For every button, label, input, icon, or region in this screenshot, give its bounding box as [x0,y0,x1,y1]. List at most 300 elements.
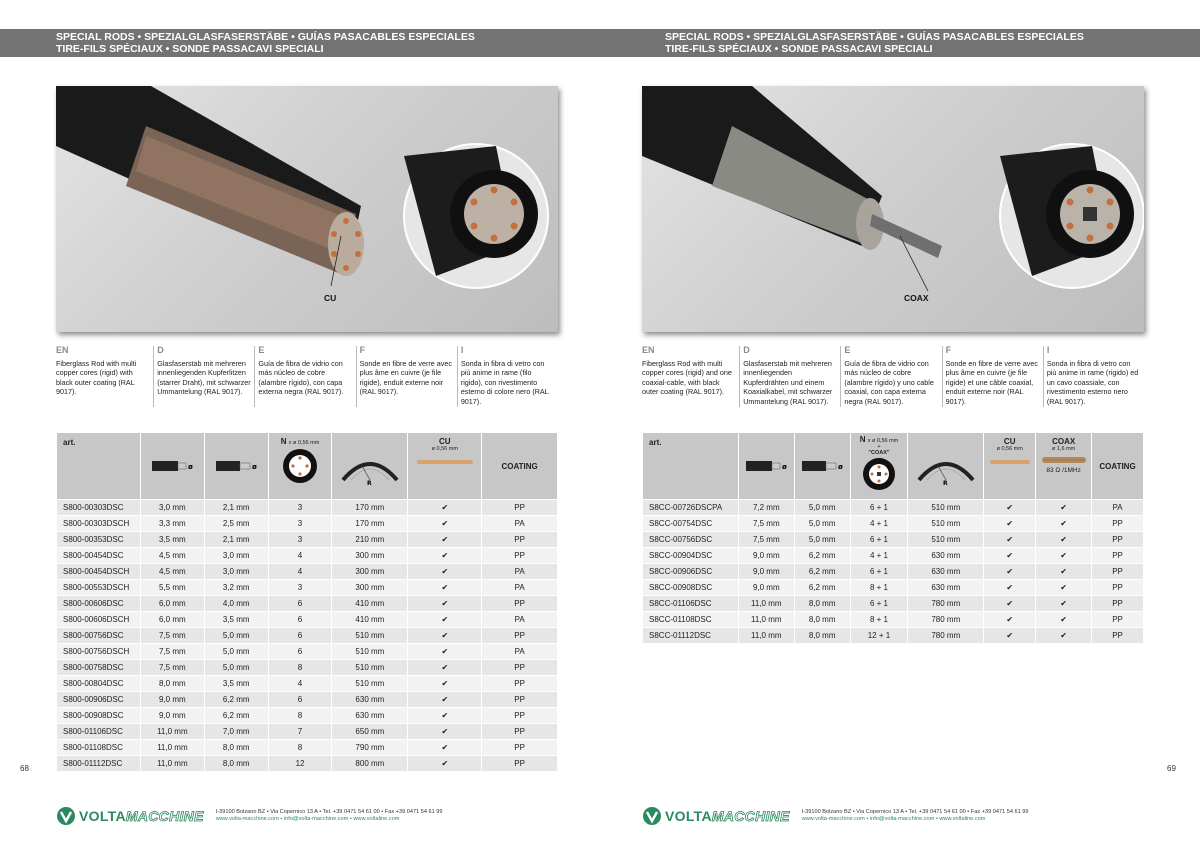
address-line: I-39100 Bolzano BZ • Via Copernico 13 A • Tel. +39 0471 54 61 00 • Fax +39 0471 54 61 99 [801,808,1029,815]
bend-radius-icon [913,446,979,486]
table-cell: PP [482,692,558,708]
table-cell: 8,0 mm [140,676,204,692]
header-coating: COATING [1099,461,1136,471]
col-header-coating [482,433,558,500]
brand-logo [56,806,204,826]
table-cell: ✔ [1036,612,1092,628]
table-cell: PP [482,756,558,772]
article-code: S800-01112DSC [57,756,141,772]
desc-en [642,346,739,407]
table-cell: 8,0 mm [204,756,268,772]
header-n-sub: x ø 0,56 mm [867,438,899,444]
table-cell: 6,0 mm [140,612,204,628]
table-cell: 7,5 mm [140,644,204,660]
web-line: www.volta-macchine.com • info@volta-macchine.com • www.voltaline.com [215,816,400,822]
table-cell: 12 + 1 [850,628,908,644]
table-cell: PP [1092,532,1144,548]
table-row [57,516,558,532]
table-cell: 4 + 1 [850,516,908,532]
table-cell: PA [482,564,558,580]
table-row [57,564,558,580]
col-header-art: art. [643,433,739,500]
table-cell: 510 mm [332,644,408,660]
table-cell: 510 mm [908,516,984,532]
coax-cable-icon [1040,456,1088,464]
article-code: S800-00906DSC [57,692,141,708]
table-cell: ✔ [408,708,482,724]
table-cell: PP [1092,564,1144,580]
table-cell: 7,5 mm [738,516,794,532]
col-header-cu [984,433,1036,500]
table-cell: ✔ [408,628,482,644]
col-header-coax [1036,433,1092,500]
desc-e [254,346,355,407]
table-cell: 300 mm [332,564,408,580]
page-right [600,0,1200,848]
description-columns [56,346,558,407]
table-cell: PP [482,724,558,740]
table-cell: PP [482,596,558,612]
volta-logo-icon [642,806,662,826]
table-cell: 3,2 mm [204,580,268,596]
table-cell: 2,1 mm [204,500,268,516]
table-cell: 6 [268,612,332,628]
table-cell: 510 mm [908,500,984,516]
logo-main: VOLTA [665,808,712,824]
article-code: S8CC-00906DSC [643,564,739,580]
logo-sub: MACCHINE [125,808,204,824]
table-cell: ✔ [408,548,482,564]
table-cell: 3 [268,500,332,516]
table-cell: 6,0 mm [140,596,204,612]
article-code: S800-01108DSC [57,740,141,756]
article-code: S800-00303DSC [57,500,141,516]
product-table-coax [642,432,1144,644]
article-code: S800-00454DSCH [57,564,141,580]
table-cell: ✔ [408,660,482,676]
table-cell: ✔ [984,548,1036,564]
desc-text: Glasfaserstab mit mehreren innenliegenden Kupferdrähten und einem Koaxialkabel, mit schwarzer Ummantelung (RAL 9017). [743,358,833,406]
desc-text: Sonde en fibre de verre avec plus âme en cuivre (je file rigide), enduit externe noir (RAL 9017). [359,358,452,397]
table-row [643,596,1144,612]
table-cell: 800 mm [332,756,408,772]
table-cell: 7,5 mm [140,660,204,676]
header-n-sub: x ø 0,56 mm [288,440,320,446]
table-row [643,564,1144,580]
table-cell: PP [482,740,558,756]
header-n: N [859,435,866,444]
table-cell: PP [1092,612,1144,628]
table-cell: 3,3 mm [140,516,204,532]
desc-d [739,346,840,407]
article-code: S800-00606DSCH [57,612,141,628]
desc-en [56,346,153,407]
page-number: 69 [1167,764,1176,773]
svg-text:ø: ø [782,463,788,471]
lang-code: D [157,345,164,355]
table-cell: 510 mm [332,660,408,676]
table-cell: 7,0 mm [204,724,268,740]
table-cell: ✔ [984,564,1036,580]
brand-logo [642,806,790,826]
footer [56,802,443,830]
header-cu-sub: ø 0,56 mm [431,446,458,452]
table-body [643,500,1144,644]
header-coax: COAX [1052,437,1076,446]
table-cell: 11,0 mm [140,740,204,756]
article-code: S800-01106DSC [57,724,141,740]
header-n-coax: "COAX" [868,450,890,456]
table-cell: 8 [268,740,332,756]
footer [642,802,1029,830]
photo-label: CU [324,293,337,303]
desc-f [356,346,457,407]
table-cell: 6,2 mm [794,564,850,580]
table-cell: 650 mm [332,724,408,740]
table-row [57,596,558,612]
table-cell: 6 + 1 [850,500,908,516]
table-cell: ✔ [408,500,482,516]
desc-text: Guía de fibra de vidrio con más núcleo de cobre (alambre rígido), con capa externa negra (RAL 9017). [258,358,344,397]
table-row [57,692,558,708]
desc-i [457,346,558,407]
table-cell: 3 [268,532,332,548]
article-code: S800-00756DSC [57,628,141,644]
lang-code: F [359,345,366,355]
lang-code: F [945,345,952,355]
table-cell: 6,2 mm [794,580,850,596]
table-row [643,628,1144,644]
table-cell: PP [1092,516,1144,532]
lang-code: EN [56,345,69,355]
table-cell: 6 + 1 [850,596,908,612]
desc-text: Sonde en fibre de verre avec plus âme en cuivre (je file rigide) et une câble coaxial, enduit externe noir (RAL 9017). [945,358,1038,406]
address-line: I-39100 Bolzano BZ • Via Copernico 13 A • Tel. +39 0471 54 61 00 • Fax +39 0471 54 61 99 [215,808,443,815]
table-cell: 4,0 mm [204,596,268,612]
table-row [57,644,558,660]
address-block [216,809,443,824]
table-cell: ✔ [1036,596,1092,612]
table-cell: 8 + 1 [850,580,908,596]
table-cell: ✔ [408,596,482,612]
table-cell: 780 mm [908,612,984,628]
table-cell: 510 mm [332,628,408,644]
table-cell: PA [1092,500,1144,516]
table-row [57,548,558,564]
cross-section-icon [280,446,320,486]
web-line: www.volta-macchine.com • info@volta-macchine.com • www.voltaline.com [801,816,986,822]
article-code: S8CC-01106DSC [643,596,739,612]
table-cell: 170 mm [332,516,408,532]
col-header-inner-diameter [204,433,268,500]
table-cell: PP [482,532,558,548]
table-cell: 9,0 mm [140,692,204,708]
table-cell: PA [482,580,558,596]
table-row [57,660,558,676]
desc-text: Fiberglass Rod with multi copper cores (rigid) and one coaxial-cable, with black outer coating (RAL 9017). [642,358,732,397]
col-header-art: art. [57,433,141,500]
desc-text: Sonda in fibra di vetro con più anime in rame (filo rigido), con rivestimento esterno di colore nero (RAL 9017). [460,358,549,406]
table-cell: 3,5 mm [204,612,268,628]
header-line-2: TIRE-FILS SPÉCIAUX • SONDE PASSACAVI SPECIALI [665,43,933,55]
table-cell: 510 mm [332,676,408,692]
header-line-1: SPECIAL RODS • SPEZIALGLASFASERSTÄBE • GUÍAS PASACABLES ESPECIALES [56,31,475,43]
table-cell: 7,5 mm [738,532,794,548]
cross-section-icon [861,456,897,492]
table-cell: ✔ [408,516,482,532]
table-cell: ✔ [408,724,482,740]
table-cell: 4 [268,676,332,692]
table-row [643,612,1144,628]
table-cell: ✔ [1036,500,1092,516]
table-row [57,708,558,724]
article-code: S8CC-00908DSC [643,580,739,596]
table-cell: PP [482,628,558,644]
table-cell: 8,0 mm [794,596,850,612]
table-cell: 8,0 mm [794,628,850,644]
table-cell: 5,0 mm [204,660,268,676]
table-cell: 3,0 mm [140,500,204,516]
description-columns [642,346,1144,407]
photo-label: COAX [904,293,929,303]
table-cell: 8 [268,708,332,724]
header-cu: CU [439,437,451,446]
table-cell: 3 [268,580,332,596]
table-cell: 6 [268,692,332,708]
logo-sub: MACCHINE [711,808,790,824]
table-cell: 6,2 mm [204,708,268,724]
logo-main: VOLTA [79,808,126,824]
table-row [643,516,1144,532]
table-cell: PA [482,612,558,628]
table-cell: PA [482,516,558,532]
table-cell: ✔ [408,676,482,692]
bend-radius-icon [337,446,403,486]
table-cell: 5,5 mm [140,580,204,596]
desc-text: Fiberglass Rod with multi copper cores (rigid) with black outer coating (RAL 9017). [56,358,137,397]
table-cell: ✔ [1036,548,1092,564]
table-cell: 4 [268,564,332,580]
table-cell: 11,0 mm [738,628,794,644]
copper-wire-icon [415,458,475,466]
table-cell: ✔ [408,756,482,772]
rod-outer-diameter-icon [150,456,194,476]
lang-code: I [460,345,464,355]
table-cell: 780 mm [908,596,984,612]
header-n-plus: + [877,444,881,450]
desc-text: Glasfaserstab mit mehreren innenliegenden Kupferlitzen (starrer Draht), mit schwarzer Ummantelung (RAL 9017). [157,358,251,397]
col-header-cu [408,433,482,500]
table-cell: ✔ [408,612,482,628]
table-cell: 9,0 mm [140,708,204,724]
table-cell: 210 mm [332,532,408,548]
article-code: S8CC-00756DSC [643,532,739,548]
article-code: S8CC-01112DSC [643,628,739,644]
table-row [643,500,1144,516]
article-code: S800-00804DSC [57,676,141,692]
table-cell: 11,0 mm [738,612,794,628]
rod-illustration [56,86,558,332]
article-code: S800-00606DSC [57,596,141,612]
table-cell: 11,0 mm [140,756,204,772]
product-table-cu [56,432,558,772]
table-cell: 790 mm [332,740,408,756]
table-cell: 6,2 mm [794,548,850,564]
table-cell: 9,0 mm [738,548,794,564]
lang-code: EN [642,345,655,355]
table-cell: 5,0 mm [794,500,850,516]
table-cell: 4,5 mm [140,564,204,580]
table-cell: ✔ [1036,516,1092,532]
table-cell: ✔ [408,692,482,708]
desc-d [153,346,254,407]
table-cell: 5,0 mm [204,644,268,660]
table-row [643,548,1144,564]
svg-text:ø: ø [838,463,843,471]
table-cell: 6 + 1 [850,532,908,548]
table-cell: 8 [268,660,332,676]
table-cell: 6,2 mm [204,692,268,708]
article-code: S800-00908DSC [57,708,141,724]
table-cell: 3,0 mm [204,548,268,564]
table-cell: 9,0 mm [738,564,794,580]
table-cell: ✔ [984,628,1036,644]
col-header-radius [908,433,984,500]
table-cell: 8 + 1 [850,612,908,628]
rod-inner-diameter-icon [800,456,844,476]
table-cell: ✔ [984,516,1036,532]
table-cell: ✔ [408,532,482,548]
table-cell: PP [482,660,558,676]
table-cell: 12 [268,756,332,772]
radius-label: R [366,480,372,486]
table-cell: 6 [268,628,332,644]
col-header-inner-diameter [794,433,850,500]
table-cell: ✔ [1036,628,1092,644]
article-code: S800-00758DSC [57,660,141,676]
lang-code: E [258,345,265,355]
table-cell: ✔ [1036,564,1092,580]
desc-f [942,346,1043,407]
table-cell: 410 mm [332,596,408,612]
table-cell: 4 + 1 [850,548,908,564]
desc-text: Guía de fibra de vidrio con más núcleo de cobre (alambre rígido) y uno cable coaxial, con capa externa negra (RAL 9017). [844,358,934,406]
article-code: S800-00353DSC [57,532,141,548]
table-cell: ✔ [408,564,482,580]
table-row [57,628,558,644]
table-cell: 6 [268,644,332,660]
table-cell: 5,0 mm [794,532,850,548]
table-cell: 7,2 mm [738,500,794,516]
header-coax-impedance: 83 Ω /1MHz [1046,467,1081,474]
table-cell: 8,0 mm [794,612,850,628]
col-header-cores [850,433,908,500]
table-cell: ✔ [408,740,482,756]
table-cell: ✔ [984,612,1036,628]
article-code: S8CC-00726DSCPA [643,500,739,516]
table-cell: 11,0 mm [140,724,204,740]
col-header-coating [1092,433,1144,500]
table-cell: PP [1092,596,1144,612]
address-block [802,809,1029,824]
article-code: S800-00553DSCH [57,580,141,596]
table-cell: PP [1092,628,1144,644]
table-cell: 780 mm [908,628,984,644]
table-cell: 3,5 mm [204,676,268,692]
header-line-2: TIRE-FILS SPÉCIAUX • SONDE PASSACAVI SPECIALI [56,43,324,55]
table-row [643,580,1144,596]
table-cell: 3 [268,516,332,532]
table-cell: 630 mm [908,564,984,580]
copper-wire-icon [988,458,1032,466]
table-cell: 7,5 mm [140,628,204,644]
svg-text:ø: ø [252,463,257,471]
article-code: S8CC-00754DSC [643,516,739,532]
col-header-outer-diameter [738,433,794,500]
table-cell: 170 mm [332,500,408,516]
table-cell: 2,5 mm [204,516,268,532]
article-code: S800-00303DSCH [57,516,141,532]
table-cell: PP [482,500,558,516]
table-cell: PP [482,676,558,692]
table-cell: PP [482,708,558,724]
article-code: S800-00756DSCH [57,644,141,660]
table-cell: 8,0 mm [204,740,268,756]
header-coax-sub: ø 1,6 mm [1052,446,1076,452]
table-cell: 4,5 mm [140,548,204,564]
radius-label: R [942,480,948,486]
table-cell: 6 + 1 [850,564,908,580]
table-body [57,500,558,772]
lang-code: I [1046,345,1050,355]
col-header-outer-diameter [140,433,204,500]
page-number: 68 [20,764,29,773]
lang-code: E [844,345,851,355]
table-row [57,740,558,756]
table-cell: 630 mm [332,708,408,724]
table-cell: PP [1092,580,1144,596]
table-cell: ✔ [984,580,1036,596]
table-row [57,500,558,516]
col-header-cores [268,433,332,500]
table-cell: 5,0 mm [204,628,268,644]
table-row [57,756,558,772]
table-cell: 630 mm [332,692,408,708]
col-header-radius [332,433,408,500]
table-cell: 9,0 mm [738,580,794,596]
page-header [600,29,1200,57]
volta-logo-icon [56,806,76,826]
table-cell: 7 [268,724,332,740]
table-cell: 300 mm [332,548,408,564]
svg-text:ø: ø [188,463,194,471]
table-cell: 6 [268,596,332,612]
table-cell: PP [482,548,558,564]
header-line-1: SPECIAL RODS • SPEZIALGLASFASERSTÄBE • GUÍAS PASACABLES ESPECIALES [665,31,1084,43]
table-cell: 4 [268,548,332,564]
desc-text: Sonda in fibra di vetro con più anime in rame (rigido) ed un cavo coassiale, con rivestimento esterno nero (RAL 9017). [1046,358,1139,406]
table-cell: 11,0 mm [738,596,794,612]
table-cell: 410 mm [332,612,408,628]
article-code: S800-00454DSC [57,548,141,564]
desc-e [840,346,941,407]
table-row [57,532,558,548]
rod-inner-diameter-icon [214,456,258,476]
table-cell: ✔ [984,596,1036,612]
product-photo-coax [642,86,1144,332]
table-cell: 510 mm [908,532,984,548]
page-header [0,29,600,57]
